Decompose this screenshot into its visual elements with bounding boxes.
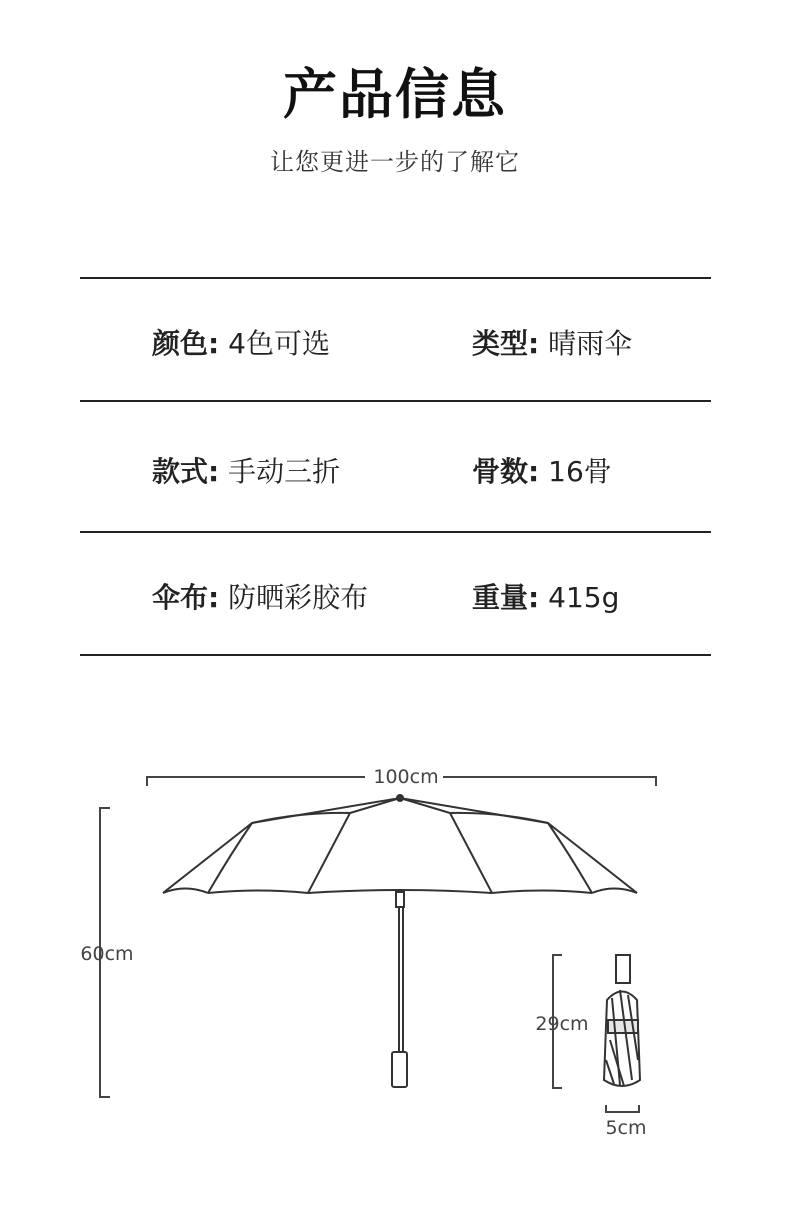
umbrella-canopy-icon bbox=[163, 795, 637, 893]
folded-umbrella-icon bbox=[604, 955, 640, 1086]
spec-style: 款式: 手动三折 bbox=[152, 455, 341, 488]
open-width-label: 100cm bbox=[373, 766, 439, 788]
spec-ribs: 骨数: 16骨 bbox=[472, 455, 612, 488]
spec-type: 类型: 晴雨伞 bbox=[472, 327, 633, 360]
folded-width-label: 5cm bbox=[605, 1117, 647, 1139]
spec-weight: 重量: 415g bbox=[472, 581, 620, 614]
folded-length-label: 29cm bbox=[535, 1013, 589, 1035]
umbrella-shaft-icon bbox=[392, 892, 407, 1087]
page-subtitle: 让您更进一步的了解它 bbox=[270, 148, 520, 176]
page-title: 产品信息 bbox=[283, 63, 507, 126]
spec-fabric: 伞布: 防晒彩胶布 bbox=[152, 581, 369, 614]
open-height-label: 60cm bbox=[80, 943, 134, 965]
spec-color: 颜色: 4色可选 bbox=[152, 327, 330, 360]
folded-width-dimension-line bbox=[606, 1105, 639, 1112]
